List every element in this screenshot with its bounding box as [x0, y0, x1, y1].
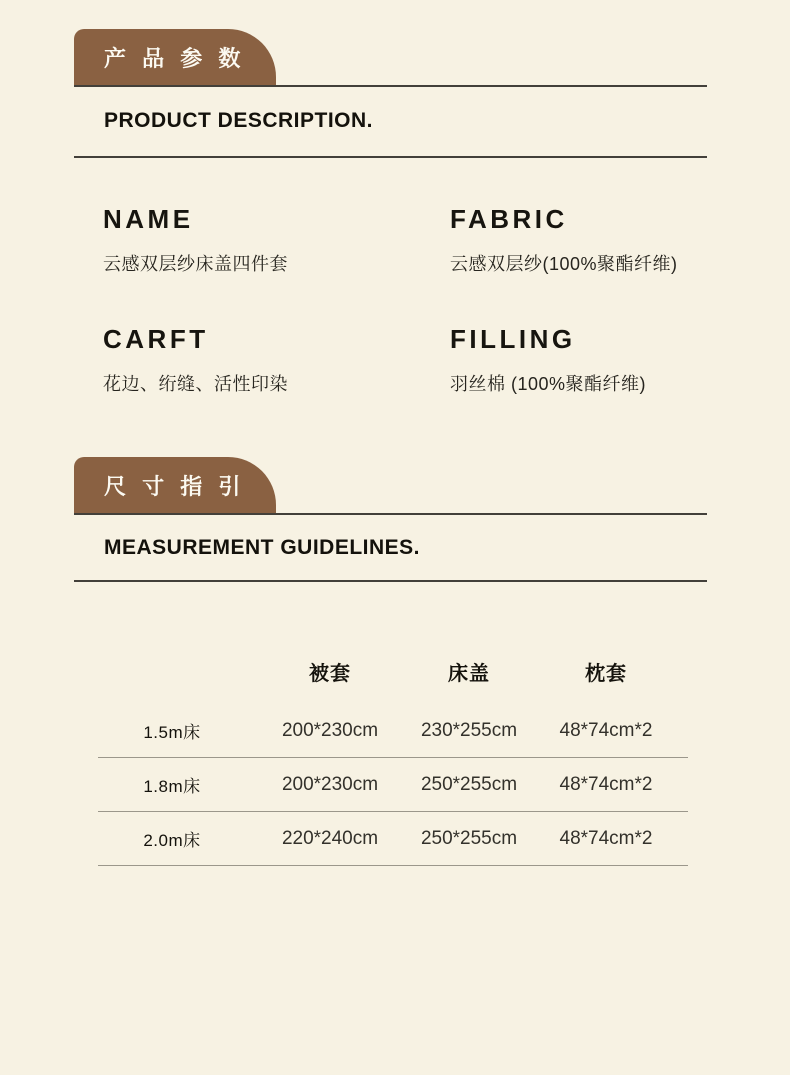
table-row-2-0m: [98, 812, 688, 866]
cell-duvet-cover: 220*240cm: [281, 827, 379, 849]
cell-duvet-cover: 200*230cm: [281, 719, 379, 741]
cell-bed-cover: 250*255cm: [420, 827, 518, 849]
field-filling-label: FILLING: [450, 324, 576, 354]
cell-bed-cover: 230*255cm: [420, 719, 518, 741]
table-row-1-5m: [98, 704, 688, 758]
field-name: [103, 204, 288, 276]
divider-line: [74, 85, 707, 87]
table-row-1-8m: [98, 758, 688, 812]
column-bed-cover: 床盖: [448, 662, 490, 685]
row-label: 1.8m床: [143, 777, 201, 796]
field-craft-value: 花边、绗缝、活性印染: [103, 374, 288, 394]
measurement-guidelines-heading: MEASUREMENT GUIDELINES.: [104, 536, 421, 559]
product-description-heading: PRODUCT DESCRIPTION.: [104, 109, 374, 132]
row-label: 2.0m床: [143, 831, 201, 850]
column-pillowcase: 枕套: [585, 662, 627, 685]
divider-line: [74, 513, 707, 515]
size-guide-badge: [74, 457, 276, 513]
row-label: 1.5m床: [143, 723, 201, 742]
product-params-badge-label: 产 品 参 数: [104, 45, 246, 71]
field-fabric-label: FABRIC: [450, 204, 568, 234]
field-craft-label: CARFT: [103, 324, 209, 354]
field-name-label: NAME: [103, 204, 194, 234]
field-fabric-value: 云感双层纱(100%聚酯纤维): [450, 254, 678, 274]
cell-pillowcase: 48*74cm*2: [559, 827, 653, 849]
cell-duvet-cover: 200*230cm: [281, 773, 379, 795]
size-table: [98, 638, 688, 866]
field-craft: [103, 324, 288, 396]
divider-line: [74, 580, 707, 582]
field-name-value: 云感双层纱床盖四件套: [103, 254, 288, 274]
field-filling-value: 羽丝棉 (100%聚酯纤维): [450, 374, 647, 394]
field-fabric: [450, 204, 678, 276]
cell-pillowcase: 48*74cm*2: [559, 719, 653, 741]
size-guide-badge-label: 尺 寸 指 引: [104, 473, 246, 499]
column-duvet-cover: 被套: [309, 662, 351, 685]
field-filling: [450, 324, 646, 396]
size-table-header: [98, 638, 688, 704]
product-params-badge: [74, 29, 276, 85]
divider-line: [74, 156, 707, 158]
cell-pillowcase: 48*74cm*2: [559, 773, 653, 795]
cell-bed-cover: 250*255cm: [420, 773, 518, 795]
